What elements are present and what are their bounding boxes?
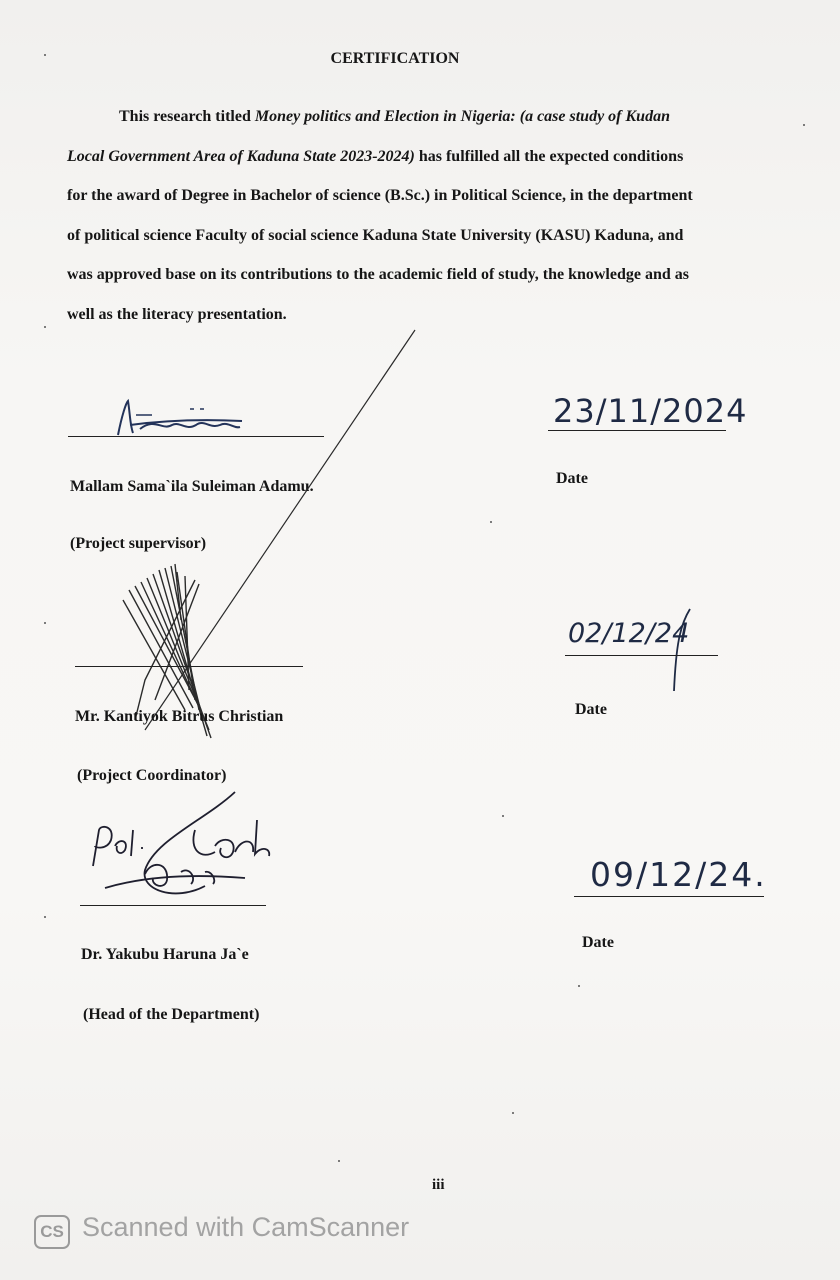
coordinator-handwritten-date: 02/12/24 [568,618,690,649]
paragraph-line-5: was approved base on its contributions to the academic field of study, the knowledge and as [67,266,689,283]
date-flourish-2 [660,605,700,695]
date-line-2 [565,655,718,656]
scan-speck [44,326,46,328]
scan-speck [803,124,805,126]
scan-speck [578,985,580,987]
camscanner-logo-icon: CS [34,1215,70,1249]
page-title: CERTIFICATION [330,50,460,67]
signature-line-hod [80,905,266,906]
scan-speck [44,622,46,624]
certification-paragraph [67,97,747,334]
paragraph-line-3: for the award of Degree in Bachelor of science (B.Sc.) in Political Science, in the department [67,187,693,204]
coordinator-role: (Project Coordinator) [77,767,227,784]
supervisor-handwritten-date: 23/11/2024 [553,392,748,430]
paragraph-line-4: of political science Faculty of social science Kaduna State University (KASU) Kaduna, and [67,226,684,244]
scanner-watermark: Scanned with CamScanner [82,1212,410,1242]
date-label-1: Date [556,470,588,487]
date-line-3 [574,896,764,897]
hod-signature [85,790,285,910]
hod-handwritten-date: 09/12/24. [590,855,767,894]
hod-name: Dr. Yakubu Haruna Ja`e [81,946,249,963]
scan-speck [338,1160,340,1162]
supervisor-role: (Project supervisor) [70,535,207,552]
scan-speck [490,521,492,523]
signature-line-coordinator [75,666,303,667]
date-line-1 [548,430,726,431]
paragraph-line-2-rest: has fulfilled all the expected conditions [414,147,684,165]
scan-speck [502,815,504,817]
paragraph-line-6: well as the literacy presentation. [67,305,287,323]
paragraph-line-2 [67,137,747,177]
date-label-3: Date [582,934,614,951]
hod-role: (Head of the Department) [83,1006,260,1023]
paragraph-lead: This research titled [119,108,255,125]
supervisor-name: Mallam Sama`ila Suleiman Adamu. [70,478,314,495]
coordinator-name: Mr. Kantiyok Bitrus Christian [75,708,284,725]
research-title-part-1: Money politics and Election in Nigeria: (a case study of Kudan [254,108,670,125]
page-number: iii [432,1177,445,1193]
scan-speck [44,916,46,918]
date-label-2: Date [575,701,607,718]
research-title-part-2: Local Government Area of Kaduna State 2023-2024) [67,147,415,165]
scan-speck [512,1112,514,1114]
scan-speck [44,54,46,56]
paragraph-line-1 [67,97,747,137]
